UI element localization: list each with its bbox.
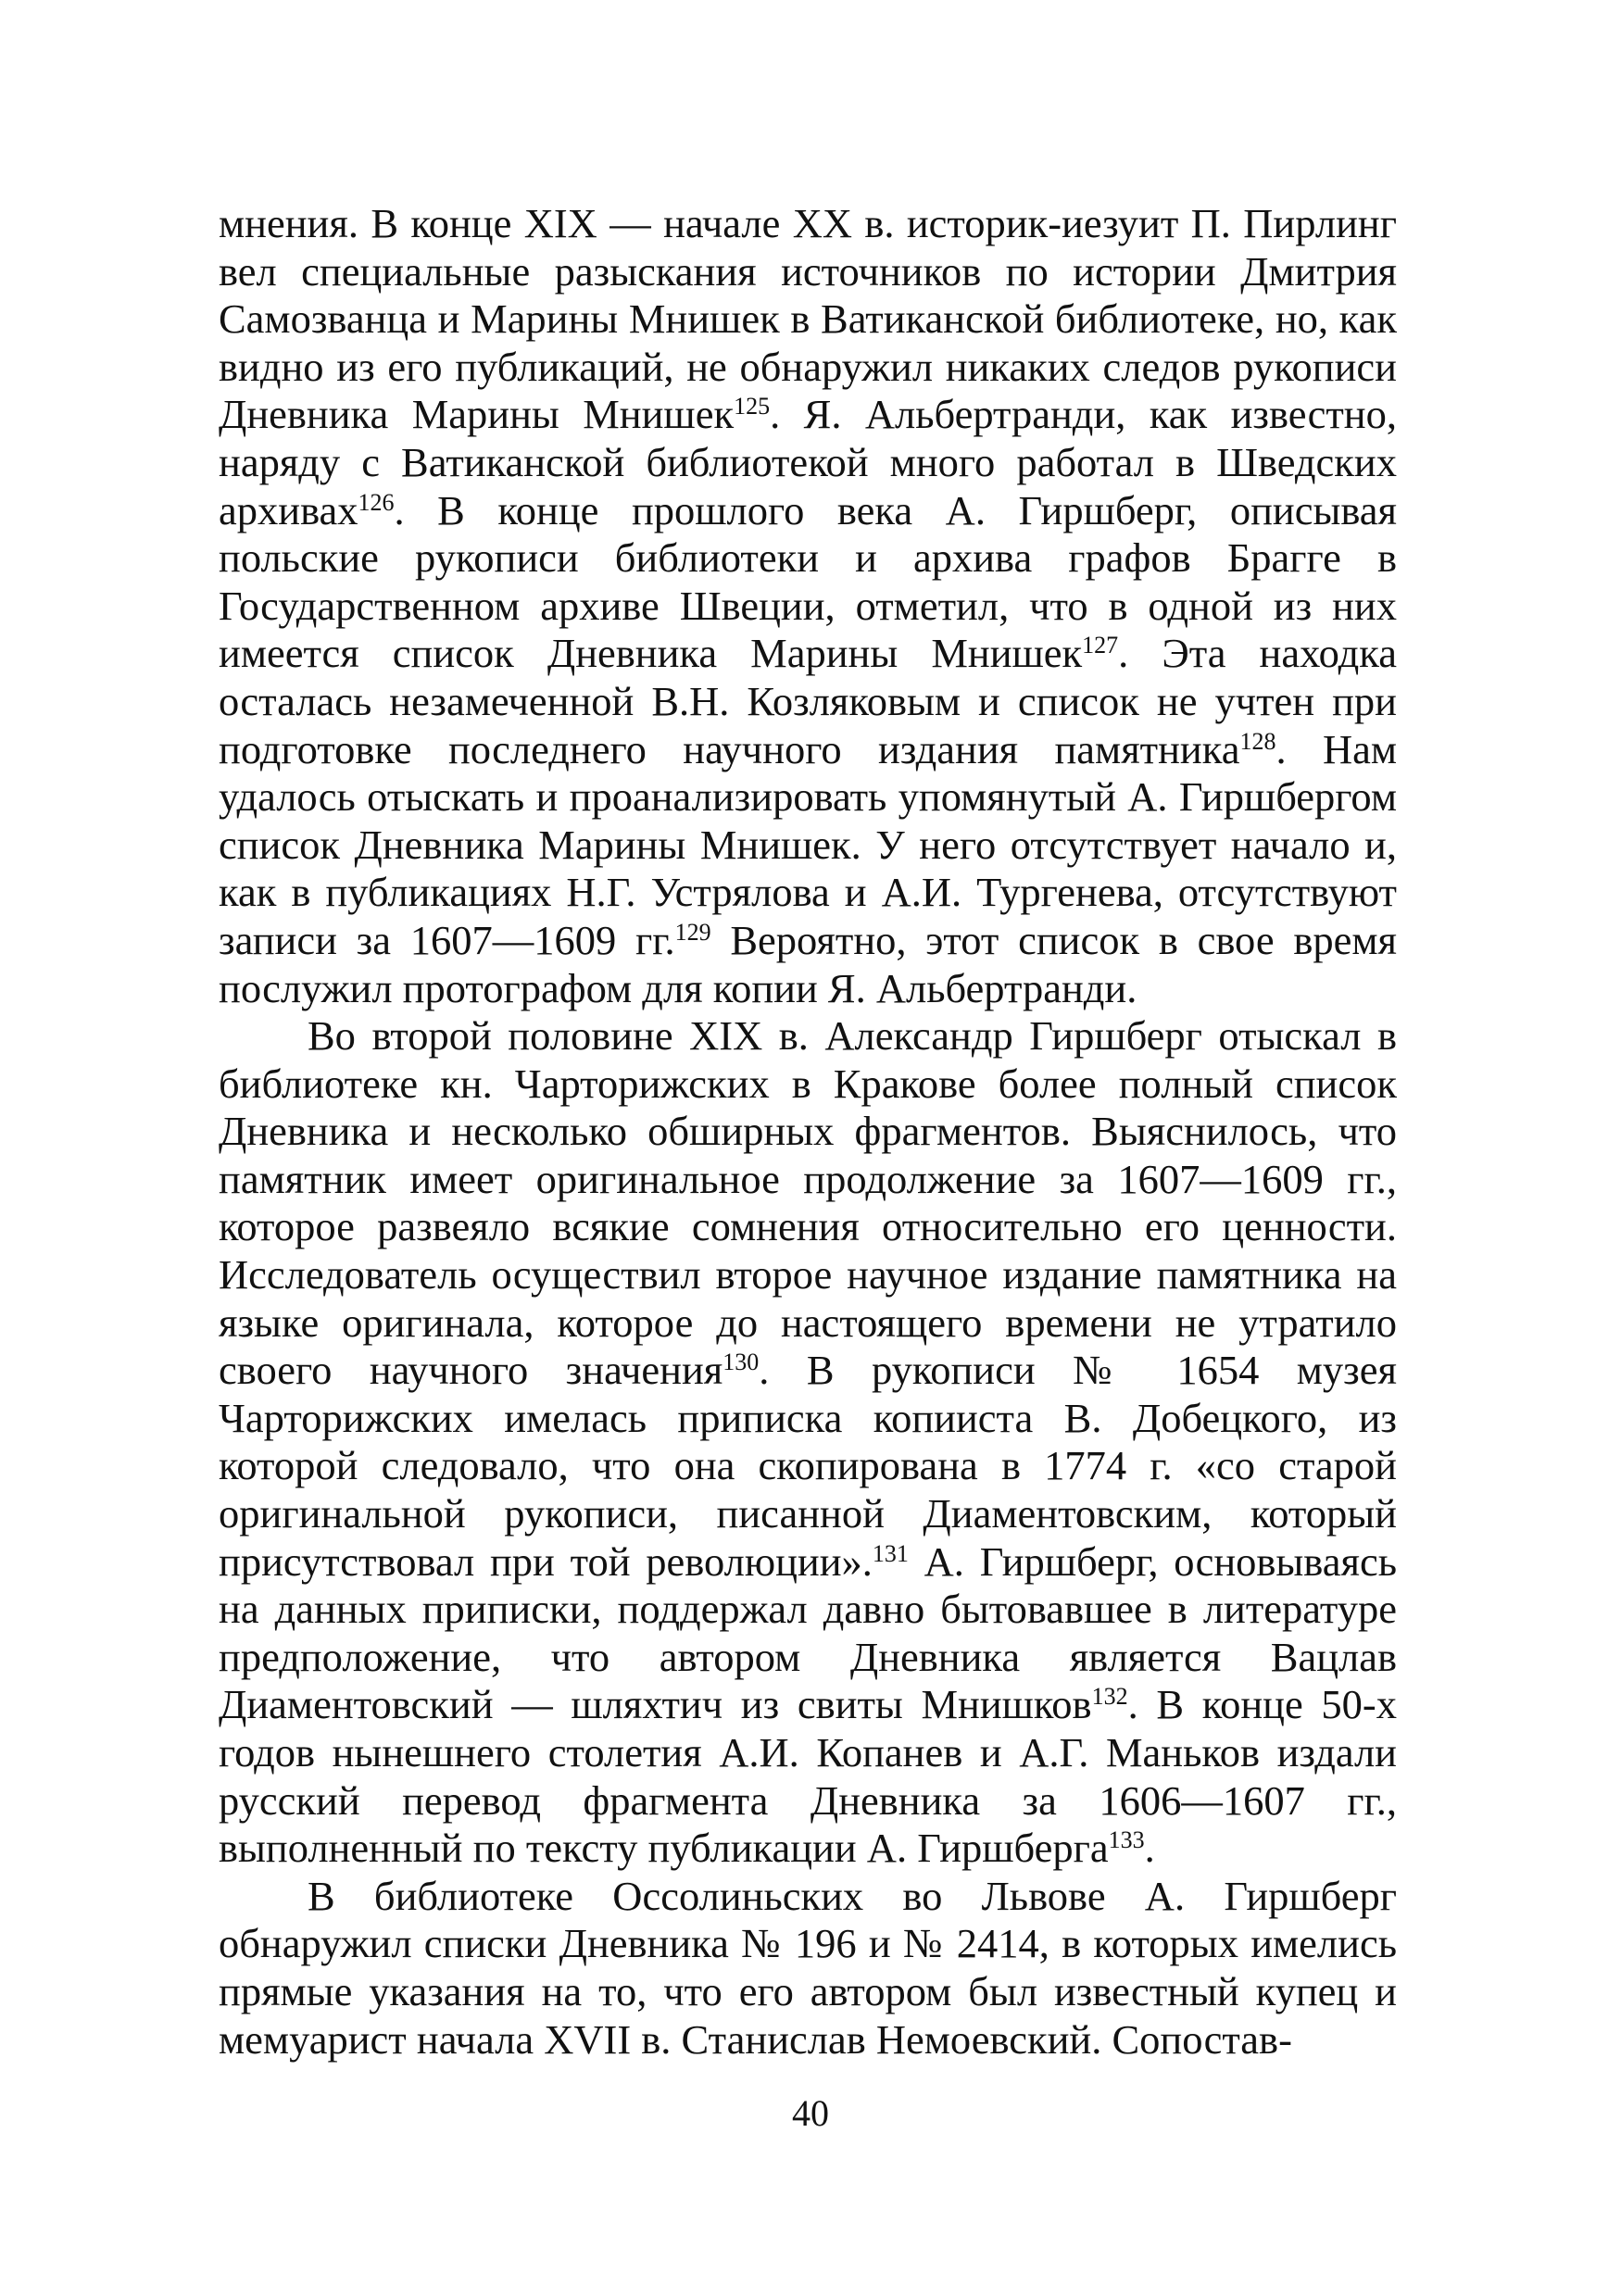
footnote-ref: 132: [1091, 1683, 1128, 1711]
footnote-ref: 133: [1108, 1826, 1145, 1854]
body-text: [219, 200, 1397, 2064]
text-run: . В рукописи № 1654 музея Чарторижских имелась приписка копииста В. Добецкого, из которой следовало, что она скопирована в 1774 г. «со старой оригинальной рукописи, писанной Диаментовским, который присутствовал при той революции».: [219, 1347, 1397, 1585]
footnote-ref: 128: [1239, 727, 1276, 755]
text-run: . В конце прошлого века А. Гиршберг, описывая польские рукописи библиотеки и архива графов Брагге в Государственном архиве Швеции, отметил, что в одной из них имеется список Дневника Марины Мнишек: [219, 486, 1397, 677]
text-run: . Нам удалось отыскать и проанализировать упомянутый А. Гиршбергом список Дневника Марины Мнишек. У него отсутствует начало и, как в публикациях Н.Г. Устрялова и А.И. Тургенева, отсутствуют записи за 1607—1609 гг.: [219, 725, 1397, 963]
footnote-ref: 129: [674, 918, 711, 946]
text-run: А. Гиршберг, основываясь на данных приписки, поддержал давно бытовавшее в литературе предположение, что автором Дневника является Вацлав Диаментовский — шляхтич из свиты Мнишков: [219, 1537, 1397, 1728]
footnote-ref: 127: [1082, 632, 1119, 659]
text-run: .: [1144, 1825, 1155, 1872]
text-run: Вероятно, этот список в свое время послужил протографом для копии Я. Альбертранди.: [219, 916, 1397, 1011]
paragraph: [219, 200, 1397, 1012]
footnote-ref: 125: [734, 393, 771, 420]
text-run: . В конце 50-х годов нынешнего столетия А.И. Копанев и А.Г. Маньков издали русский перевод фрагмента Дневника за 1606—1607 гг., выполненный по тексту публикации А. Гиршберга: [219, 1681, 1397, 1872]
paragraph: [219, 1012, 1397, 1873]
text-run: . Эта находка осталась незамеченной В.Н. Козляковым и список не учтен при подготовке последнего научного издания памятника: [219, 630, 1397, 772]
text-run: В библиотеке Оссолиньских во Львове А. Гиршберг обнаружил списки Дневника № 196 и № 2414, в которых имелись прямые указания на то, что его автором был известный купец и мемуарист начала XVII в. Станислав Немоевский. Сопостав-: [219, 1872, 1397, 2063]
text-run: мнения. В конце XIX — начале XX в. историк-иезуит П. Пирлинг вел специальные разыскания источников по истории Дмитрия Самозванца и Марины Мнишек в Ватиканской библиотеке, но, как видно из его публикаций, не обнаружил никаких следов рукописи Дневника Марины Мнишек: [219, 200, 1397, 438]
footnote-ref: 131: [872, 1539, 909, 1567]
page-number: 40: [792, 2092, 829, 2134]
text-run: . Я. Альбертранди, как известно, наряду с Ватиканской библиотекой много работал в Шведских архивах: [219, 391, 1397, 533]
paragraph: [219, 1873, 1397, 2064]
footnote-ref: 130: [723, 1349, 760, 1376]
text-run: Во второй половине XIX в. Александр Гиршберг отыскал в библиотеке кн. Чарторижских в Кракове более полный список Дневника и несколько обширных фрагментов. Выяснилось, что памятник имеет оригинальное продолжение за 1607—1609 гг., которое развеяло всякие сомнения относительно его ценности. Исследователь осуществил второе научное издание памятника на языке оригинала, которое до настоящего времени не утратило своего научного значения: [219, 1012, 1397, 1394]
footnote-ref: 126: [358, 488, 395, 516]
